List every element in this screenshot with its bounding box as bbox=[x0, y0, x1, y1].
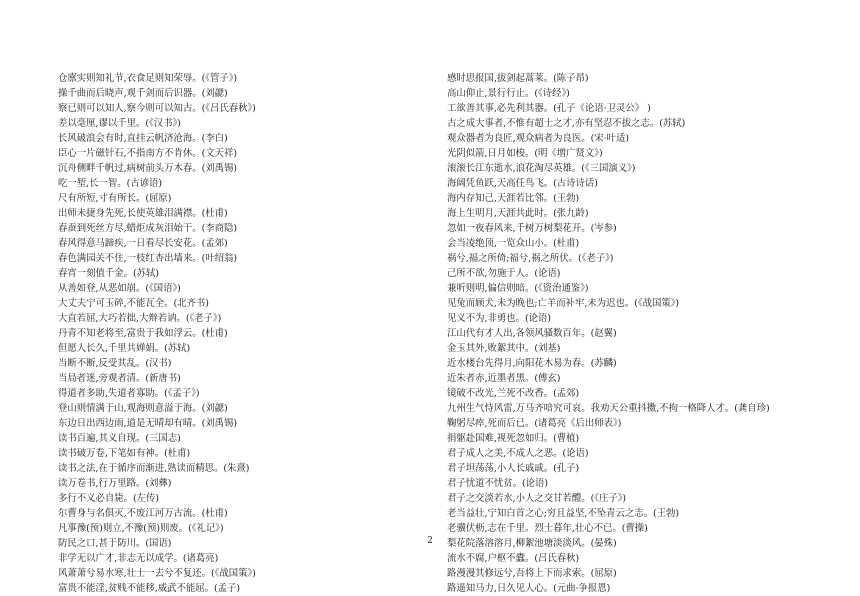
quote-line: 春蚕到死丝方尽,蜡炬成灰泪始干。(李商隐) bbox=[58, 223, 238, 234]
quote-line: 流水不腐,户枢不蠹。(吕氏春秋) bbox=[447, 553, 580, 564]
quote-line: 捐躯赴国难,视死忽如归。(曹植) bbox=[447, 433, 580, 444]
quote-line: 见兔而顾犬,未为晚也;亡羊而补牢,未为迟也。(《战国策》) bbox=[447, 298, 680, 309]
quote-line: 鞠躬尽瘁,死而后已。(诸葛亮《后出师表》) bbox=[447, 418, 622, 429]
quote-line: 观众器者为良匠,观众病者为良医。(宋·叶适) bbox=[447, 133, 630, 144]
quote-line: 古之成大事者,不惟有超士之才,亦有坚忍不拔之志。(苏轼) bbox=[447, 118, 686, 129]
quote-line: 得道者多助,失道者寡助。(《孟子》) bbox=[58, 388, 200, 399]
quote-line: 凡事豫(预)则立,不豫(预)则废。(《礼记》) bbox=[58, 523, 224, 534]
quote-line: 海阔凭鱼跃,天高任鸟飞。(古诗诗话) bbox=[447, 178, 598, 189]
quote-line: 君子成人之美,不成人之恶。(论语) bbox=[447, 448, 589, 459]
quote-line: 梨花院落溶溶月,柳絮池塘淡淡风。(晏殊) bbox=[447, 538, 617, 549]
quote-line: 君子之交淡若水,小人之交甘若醴。(《庄子》) bbox=[447, 493, 627, 504]
quote-line: 臣心一片磁针石,不指南方不肯休。(文天祥) bbox=[58, 148, 238, 159]
quote-line: 读书破万卷,下笔如有神。(杜甫) bbox=[58, 448, 191, 459]
quote-line: 长风破浪会有时,直挂云帆济沧海。(李白) bbox=[58, 133, 228, 144]
quote-line: 己所不欲,勿施于人。(论语) bbox=[447, 268, 561, 279]
quote-line: 金玉其外,败絮其中。(刘基) bbox=[447, 343, 561, 354]
quote-line: 非学无以广才,非志无以成学。(诸葛亮) bbox=[58, 553, 219, 564]
quote-line: 吃一堑,长一智。(古谚语) bbox=[58, 178, 163, 189]
page-number: 2 bbox=[427, 536, 433, 546]
quote-line: 老骥伏枥,志在千里。烈士暮年,壮心不已。(曹操) bbox=[447, 523, 648, 534]
quote-line: 海内存知己,天涯若比邻。(王勃) bbox=[447, 193, 580, 204]
quote-line: 高山仰止,景行行止。(《诗经》) bbox=[447, 88, 570, 99]
quote-line: 沉舟侧畔千帆过,病树前头万木春。(刘禹锡) bbox=[58, 163, 238, 174]
left-column bbox=[58, 71, 428, 596]
quote-line: 多行不义必自毙。(左传) bbox=[58, 493, 160, 504]
quote-line: 尺有所短,寸有所长。(屈原) bbox=[58, 193, 172, 204]
quote-line: 但愿人长久,千里共婵娟。(苏轼) bbox=[58, 343, 191, 354]
quote-line: 从善如登,从恶如崩。(《国语》) bbox=[58, 283, 181, 294]
quote-line: 差以毫厘,谬以千里。(《汉书》) bbox=[58, 118, 181, 129]
quote-line: 当断不断,反受其乱。(汉书) bbox=[58, 358, 172, 369]
quote-line: 读书之法,在于循序而渐进,熟读而精思。(朱熹) bbox=[58, 463, 250, 474]
quote-line: 老当益壮,宁知白首之心;穷且益坚,不坠青云之志。(王勃) bbox=[447, 508, 680, 519]
quote-line: 江山代有才人出,各领风骚数百年。(赵翼) bbox=[447, 328, 617, 339]
quote-line: 丹青不知老将至,富贵于我如浮云。(杜甫) bbox=[58, 328, 228, 339]
quote-line: 近朱者赤,近墨者黑。(傅玄) bbox=[447, 373, 561, 384]
quote-line: 春宵一刻值千金。(苏轼) bbox=[58, 268, 160, 279]
quote-line: 君子忧道不忧贫。(论语) bbox=[447, 478, 549, 489]
quote-line: 光阴似箭,日月如梭。(明《增广贤文》) bbox=[447, 148, 603, 159]
quote-line: 会当凌绝顶,一览众山小。(杜甫) bbox=[447, 238, 580, 249]
quote-line: 大直若屈,大巧若拙,大辩若讷。(《老子》) bbox=[58, 313, 222, 324]
quote-line: 登山则情满于山,观海则意溢于海。(刘勰) bbox=[58, 403, 228, 414]
quote-line: 君子坦荡荡,小人长戚戚。(孔子) bbox=[447, 463, 580, 474]
quote-line: 路漫漫其修远兮,吾将上下而求索。(屈原) bbox=[447, 568, 617, 579]
quote-line: 见义不为,非勇也。(论语) bbox=[447, 313, 552, 324]
quote-line: 感时思报国,拔剑起蒿莱。(陈子昂) bbox=[447, 73, 589, 84]
quote-line: 镜破不改光,兰死不改香。(孟郊) bbox=[447, 388, 580, 399]
quote-line: 近水楼台先得月,向阳花木易为春。(苏麟) bbox=[447, 358, 617, 369]
quote-line: 读书百遍,其义自现。(三国志) bbox=[58, 433, 181, 444]
quote-line: 富贵不能淫,贫贱不能移,威武不能屈。(孟子) bbox=[58, 583, 241, 594]
quote-line: 尔曹身与名俱灭,不废江河万古流。(杜甫) bbox=[58, 508, 228, 519]
quote-line: 大丈夫宁可玉碎,不能瓦全。(北齐书) bbox=[58, 298, 209, 309]
quote-line: 祸兮,福之所倚;福兮,祸之所伏。(《老子》) bbox=[447, 253, 614, 264]
quote-line: 兼听则明,偏信则暗。(《资治通鉴》) bbox=[447, 283, 589, 294]
right-column bbox=[447, 71, 827, 596]
quote-line: 忽如一夜春风来,千树万树梨花开。(岑参) bbox=[447, 223, 617, 234]
quote-line: 仓廪实则知礼节,衣食足则知荣辱。(《管子》) bbox=[58, 73, 238, 84]
quote-line: 九州生气恃风雷,万马齐喑究可哀。我劝天公重抖擞,不拘一格降人才。(龚自珍) bbox=[447, 403, 770, 414]
quote-line: 路遥知马力,日久见人心。(元曲·争报恩) bbox=[447, 583, 611, 594]
quote-line: 操千曲而后晓声,观千剑而后识器。(刘勰) bbox=[58, 88, 228, 99]
quote-line: 春色满园关不住,一枝红杏出墙来。(叶绍翁) bbox=[58, 253, 238, 264]
quote-line: 风萧萧兮易水寒,壮士一去兮不复还。(《战国策》) bbox=[58, 568, 256, 579]
quote-line: 出师未捷身先死,长使英雄泪满襟。(杜甫) bbox=[58, 208, 228, 219]
quote-line: 察已则可以知人,察今则可以知古。(《吕氏春秋》) bbox=[58, 103, 256, 114]
quote-line: 当局者迷,旁观者清。(新唐书) bbox=[58, 373, 181, 384]
quote-line: 春风得意马蹄疾,一日看尽长安花。(孟郊) bbox=[58, 238, 228, 249]
quote-line: 东边日出西边雨,道是无晴却有晴。(刘禹锡) bbox=[58, 418, 238, 429]
quote-line: 海上生明月,天涯共此时。(张九龄) bbox=[447, 208, 589, 219]
quote-line: 滚滚长江东逝水,浪花淘尽英雄。(《三国演义》) bbox=[447, 163, 636, 174]
quote-line: 工欲善其事,必先利其器。(孔子《论语·卫灵公》 ) bbox=[447, 103, 651, 114]
quote-line: 读万卷书,行万里路。(刘彝) bbox=[58, 478, 172, 489]
quote-line: 防民之口,甚于防川。(国语) bbox=[58, 538, 172, 549]
